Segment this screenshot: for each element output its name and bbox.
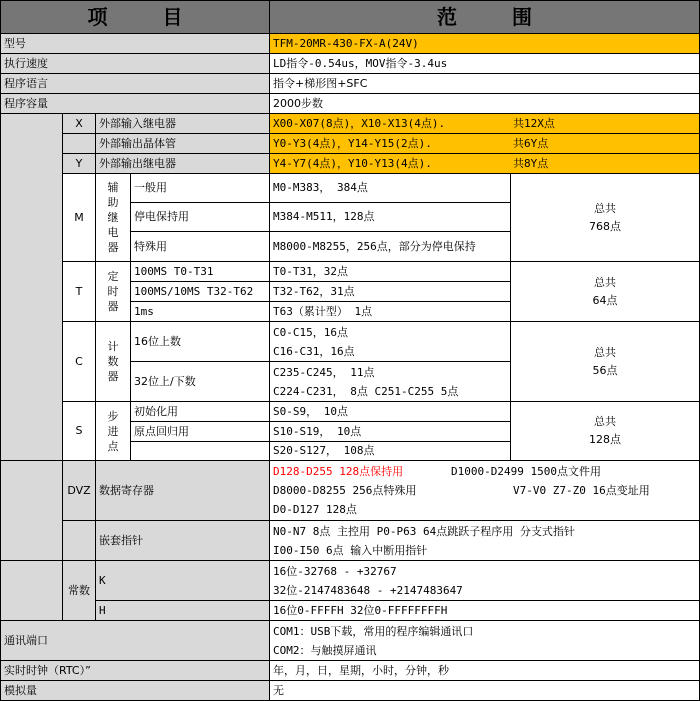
language-value: 指令+梯形图+SFC [270, 74, 700, 94]
const-block [1, 561, 63, 621]
dvz-line [273, 481, 650, 500]
t-desc-char: 定 [107, 270, 119, 283]
speed-value: LD指令-0.54us，MOV指令-3.4us [270, 54, 700, 74]
s-total [511, 402, 700, 461]
m-item-name: 一般用 [131, 174, 270, 203]
x-code: X [63, 114, 96, 134]
const-k-range [270, 561, 700, 601]
c-code: C [63, 322, 96, 402]
y-blank-cell [63, 134, 96, 154]
const-k-line: 32位-2147483648 - +2147483647 [273, 583, 463, 597]
y-relay-range-text: Y4-Y7(4点)，Y10-Y13(4点). [273, 156, 432, 170]
y-relay-range [270, 154, 700, 174]
t-item-name: 100MS T0-T31 [131, 262, 270, 282]
register-block [1, 461, 63, 561]
c-desc-char: 计 [107, 340, 119, 353]
c-total-line: 总共 [594, 345, 616, 359]
s-item-name: 原点回归用 [131, 422, 270, 442]
capacity-label: 程序容量 [1, 94, 270, 114]
dvz-line1a: D128-D255 128点保持用 [273, 465, 404, 478]
m-total-line: 768点 [589, 219, 621, 233]
t-item-range: T63（累计型） 1点 [270, 302, 511, 322]
m-item-name: 停电保持用 [131, 203, 270, 232]
speed-label: 执行速度 [1, 54, 270, 74]
model-label: 型号 [1, 34, 270, 54]
t-total-line: 总共 [594, 275, 616, 289]
x-range [270, 114, 700, 134]
m-desc-char: 继 [107, 211, 119, 224]
s-total-line: 128点 [589, 433, 621, 446]
s-item-range: S0-S9， 10点 [270, 402, 511, 422]
dvz-line1b: D1000-D2499 1500点文件用 [451, 465, 601, 478]
s-item-name [131, 442, 270, 461]
header-range: 范 围 [270, 1, 700, 34]
c-total [511, 322, 700, 402]
comm-label: 通讯端口 [1, 621, 270, 661]
c-range-line: C235-C245， 11点 [273, 365, 375, 379]
t-item-name: 1ms [131, 302, 270, 322]
s-desc-char: 点 [107, 439, 119, 453]
s-item-name: 初始化用 [131, 402, 270, 422]
header-item: 项 目 [1, 1, 270, 34]
rtc-value: 年，月，日，星期，小时，分钟，秒 [270, 661, 700, 681]
t-total-line: 64点 [592, 293, 618, 307]
m-code: M [63, 174, 96, 262]
c-total-line: 56点 [592, 363, 618, 377]
m-total-line: 总共 [594, 201, 616, 215]
dvz-range [270, 461, 700, 521]
m-desc [96, 174, 131, 262]
s-total-line: 总共 [594, 415, 616, 428]
comm-range [270, 621, 700, 661]
m-item-range: M0-M383， 384点 [270, 174, 511, 203]
language-label: 程序语言 [1, 74, 270, 94]
t-desc-char: 器 [107, 300, 119, 313]
t-item-range: T0-T31，32点 [270, 262, 511, 282]
const-k-line: 16位-32768 - +32767 [273, 564, 397, 578]
const-k-code: K [96, 561, 270, 601]
analog-value: 无 [270, 681, 700, 701]
dvz-line [273, 462, 601, 481]
nest-line: N0-N7 8点 主控用 P0-P63 64点跳跃子程序用 分支式指针 [273, 524, 575, 538]
m-desc-char: 助 [107, 196, 119, 209]
dvz-line2a: D8000-D8255 256点特殊用 [273, 484, 417, 497]
nest-line: I00-I50 6点 输入中断用指针 [273, 543, 428, 557]
s-desc [96, 402, 131, 461]
t-code: T [63, 262, 96, 322]
capacity-value: 2000步数 [270, 94, 700, 114]
c-item-name: 32位上/下数 [131, 362, 270, 402]
c-item-name: 16位上数 [131, 322, 270, 362]
y-transistor-range [270, 134, 700, 154]
dvz-line2b: V7-V0 Z7-Z0 16点变址用 [513, 484, 650, 497]
c-range-line: C16-C31，16点 [273, 344, 355, 358]
t-desc-char: 时 [107, 285, 119, 298]
c-desc-char: 数 [107, 355, 119, 368]
t-total [511, 262, 700, 322]
c-range-line: C0-C15，16点 [273, 325, 348, 339]
m-desc-char: 电 [107, 226, 119, 239]
analog-label: 模拟量 [1, 681, 270, 701]
dvz-name: 数据寄存器 [96, 461, 270, 521]
const-h-range: 16位0-FFFFH 32位0-FFFFFFFFH [270, 601, 700, 621]
c-desc [96, 322, 131, 402]
t-item-range: T32-T62，31点 [270, 282, 511, 302]
const-h-code: H [96, 601, 270, 621]
m-desc-char: 辅 [107, 181, 119, 194]
x-range-text: X00-X07(8点)，X10-X13(4点). [273, 116, 446, 130]
nest-range [270, 521, 700, 561]
y-code: Y [63, 154, 96, 174]
nest-name: 嵌套指针 [96, 521, 270, 561]
s-code: S [63, 402, 96, 461]
c-item-range [270, 322, 511, 362]
const-label: 常数 [63, 561, 96, 621]
m-item-range: M8000-M8255，256点，部分为停电保持 [270, 232, 511, 262]
m-total [511, 174, 700, 262]
s-desc-char: 进 [107, 424, 119, 438]
soft-element-block [1, 114, 63, 461]
m-desc-char: 器 [107, 241, 119, 254]
s-item-range: S20-S127， 108点 [270, 442, 511, 461]
dvz-line3: D0-D127 128点 [273, 503, 357, 516]
t-item-name: 100MS/10MS T32-T62 [131, 282, 270, 302]
c-range-line: C224-C231， 8点 C251-C255 5点 [273, 384, 459, 398]
s-desc-char: 步 [107, 409, 119, 423]
t-desc [96, 262, 131, 322]
dvz-code: DVZ [63, 461, 96, 521]
m-item-name: 特殊用 [131, 232, 270, 262]
comm-line: COM2：与触摸屏通讯 [273, 643, 377, 657]
comm-line: COM1：USB下载，常用的程序编辑通讯口 [273, 624, 474, 638]
x-name: 外部输入继电器 [96, 114, 270, 134]
y-transistor-name: 外部输出晶体管 [96, 134, 270, 154]
rtc-label: 实时时钟（RTC）” [1, 661, 270, 681]
c-item-range [270, 362, 511, 402]
y-relay-total: 共8Y点 [513, 156, 549, 170]
s-item-range: S10-S19， 10点 [270, 422, 511, 442]
x-total: 共12X点 [513, 116, 555, 130]
m-item-range: M384-M511，128点 [270, 203, 511, 232]
y-relay-name: 外部输出继电器 [96, 154, 270, 174]
nest-blank-cell [63, 521, 96, 561]
model-value: TFM-20MR-430-FX-A(24V) [270, 34, 700, 54]
c-desc-char: 器 [107, 370, 119, 383]
y-transistor-range-text: Y0-Y3(4点)，Y14-Y15(2点). [273, 136, 432, 150]
y-transistor-total: 共6Y点 [513, 136, 549, 150]
